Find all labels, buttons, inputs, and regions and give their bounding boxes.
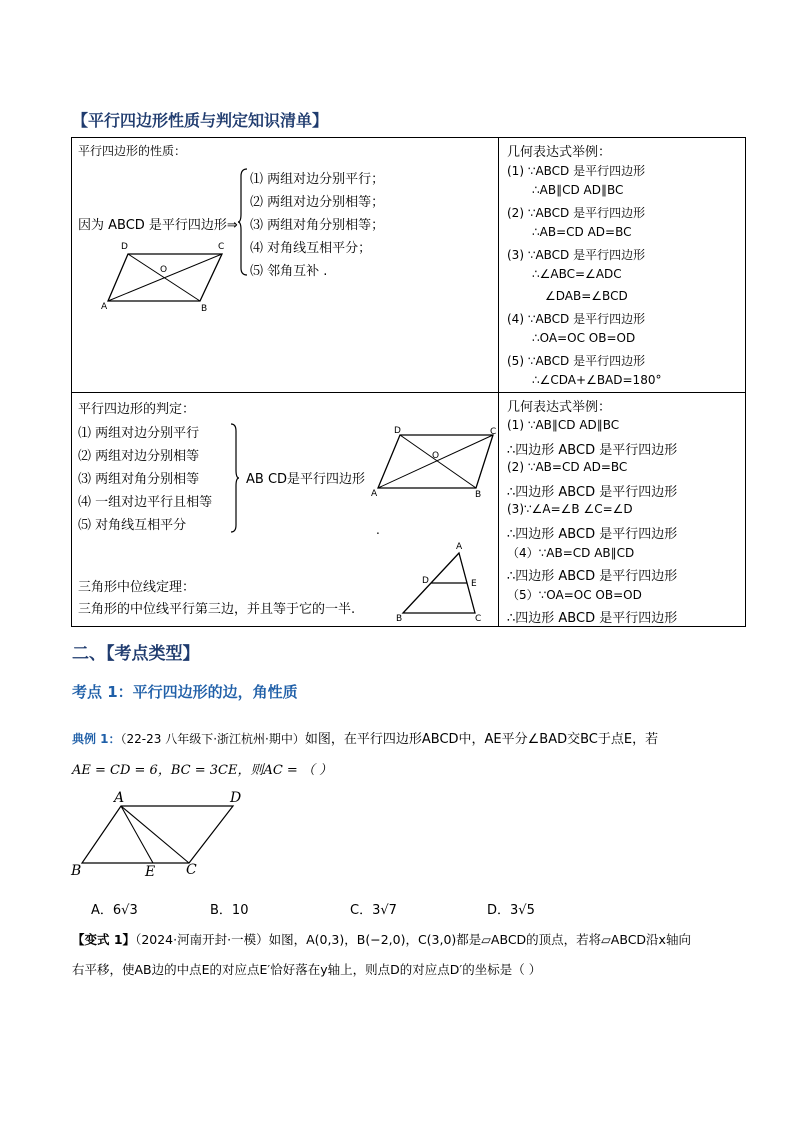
- judge-example-line: ∴四边形 ABCD 是平行四边形: [507, 527, 678, 542]
- t-label-e: E: [471, 579, 477, 589]
- t-label-d: D: [422, 576, 429, 586]
- props-example-line: ∴∠ABC=∠ADC: [532, 267, 622, 281]
- stray-dot: .: [376, 523, 380, 537]
- example1-label: 典例 1：: [72, 732, 121, 746]
- ex1-label-e: E: [145, 864, 156, 880]
- props-examples-heading: 几何表达式举例：: [507, 145, 612, 160]
- j-label-o: O: [432, 451, 440, 461]
- judge-example-line: ∴四边形 ABCD 是平行四边形: [507, 443, 678, 458]
- option-a[interactable]: A．6√3: [91, 903, 138, 918]
- ex1-label-a: A: [114, 790, 125, 806]
- knowledge-table: [71, 137, 746, 627]
- properties-examples-cell: [499, 138, 746, 393]
- midline-text: 三角形的中位线平行第三边，并且等于它的一半.: [78, 602, 356, 617]
- property-item-5: ⑸ 邻角互补 .: [250, 264, 328, 279]
- label-o: O: [160, 265, 168, 275]
- props-example-line: (3) ∵ABCD 是平行四边形: [507, 248, 646, 262]
- judgement-conclusion: AB CD是平行四边形: [246, 472, 366, 487]
- judgement-heading: 平行四边形的判定：: [78, 402, 196, 417]
- props-example-line: (2) ∵ABCD 是平行四边形: [507, 206, 646, 220]
- j-label-a: A: [371, 489, 378, 499]
- section-title: 【平行四边形性质与判定知识清单】: [72, 111, 329, 130]
- judge-example-line: (3)∵∠A=∠B ∠C=∠D: [507, 502, 633, 516]
- props-example-line: ∴OA=OC OB=OD: [532, 331, 636, 345]
- judge-example-line: ∴四边形 ABCD 是平行四边形: [507, 485, 678, 500]
- example1-line1: [72, 728, 658, 747]
- property-item-1: ⑴ 两组对边分别平行；: [250, 172, 385, 187]
- judgement-item-2: ⑵ 两组对边分别相等: [78, 449, 200, 464]
- option-d[interactable]: D．3√5: [487, 903, 535, 918]
- judge-example-line: (1) ∵AB∥CD AD∥BC: [507, 418, 620, 432]
- props-example-line: (5) ∵ABCD 是平行四边形: [507, 354, 646, 368]
- judgement-cell: [72, 393, 499, 627]
- props-example-line: ∠DAB=∠BCD: [545, 289, 628, 303]
- label-c: C: [218, 242, 225, 252]
- variant1-line1: [72, 930, 691, 948]
- judgement-item-3: ⑶ 两组对角分别相等: [78, 472, 200, 487]
- property-item-3: ⑶ 两组对角分别相等；: [250, 218, 385, 233]
- ex1-label-c: C: [186, 862, 197, 878]
- ex1-label-d: D: [230, 790, 242, 806]
- props-example-line: (1) ∵ABCD 是平行四边形: [507, 164, 646, 178]
- judgement-item-1: ⑴ 两组对边分别平行: [78, 426, 200, 441]
- judge-example-line: （4）∵AB=CD AB∥CD: [507, 546, 635, 560]
- judgement-examples-cell: [499, 393, 746, 627]
- properties-because: 因为 ABCD 是平行四边形⇒: [78, 218, 238, 233]
- property-item-4: ⑷ 对角线互相平分；: [250, 241, 372, 256]
- judge-example-line: (2) ∵AB=CD AD=BC: [507, 460, 628, 474]
- t-label-b: B: [396, 614, 403, 624]
- properties-heading: 平行四边形的性质：: [78, 144, 187, 158]
- judge-examples-heading: 几何表达式举例：: [507, 400, 612, 415]
- label-b: B: [201, 304, 208, 314]
- j-label-b: B: [475, 490, 482, 500]
- j-label-d: D: [394, 426, 401, 436]
- option-c[interactable]: C．3√7: [350, 903, 397, 918]
- ex1-label-b: B: [71, 863, 82, 879]
- variant1-text2: 右平移，使AB边的中点E的对应点E′恰好落在y轴上，则点D的对应点D′的坐标是（ ）: [72, 962, 542, 977]
- props-example-line: ∴AB∥CD AD∥BC: [532, 183, 624, 197]
- label-a: A: [101, 302, 108, 312]
- judgement-item-4: ⑷ 一组对边平行且相等: [78, 495, 213, 510]
- judge-example-line: ∴四边形 ABCD 是平行四边形: [507, 611, 678, 626]
- property-item-2: ⑵ 两组对边分别相等；: [250, 195, 385, 210]
- variant1-source: （2024·河南开封·一模）: [135, 932, 269, 947]
- props-example-line: ∴AB=CD AD=BC: [532, 225, 632, 239]
- example1-text2: AE = CD = 6，BC = 3CE，则AC = （ ）: [72, 763, 333, 778]
- midline-title: 三角形中位线定理：: [78, 580, 196, 595]
- props-example-line: (4) ∵ABCD 是平行四边形: [507, 312, 646, 326]
- props-example-line: ∴∠CDA+∠BAD=180°: [532, 373, 662, 387]
- judgement-item-5: ⑸ 对角线互相平分: [78, 518, 187, 533]
- example1-text1: 如图，在平行四边形ABCD中，AE平分∠BAD交BC于点E，若: [304, 732, 659, 747]
- kaodian-1-title: 考点 1：平行四边形的边，角性质: [72, 683, 298, 701]
- variant1-label: 【变式 1】: [72, 932, 136, 947]
- label-d: D: [121, 242, 128, 252]
- option-b[interactable]: B．10: [210, 903, 249, 918]
- variant1-text1: 如图，A(0,3)，B(−2,0)，C(3,0)都是▱ABCD的顶点，若将▱ABCD沿x轴向: [268, 932, 691, 947]
- part2-title: 二、【考点类型】: [72, 644, 200, 664]
- parallelogram-figure: [72, 138, 498, 392]
- t-label-a: A: [456, 542, 463, 552]
- judge-example-line: ∴四边形 ABCD 是平行四边形: [507, 569, 678, 584]
- judge-example-line: （5）∵OA=OC OB=OD: [507, 588, 642, 602]
- j-label-c: C: [490, 427, 497, 437]
- example1-source: （22-23 八年级下·浙江杭州·期中）: [120, 732, 305, 746]
- t-label-c: C: [475, 614, 482, 624]
- properties-cell: [72, 138, 499, 393]
